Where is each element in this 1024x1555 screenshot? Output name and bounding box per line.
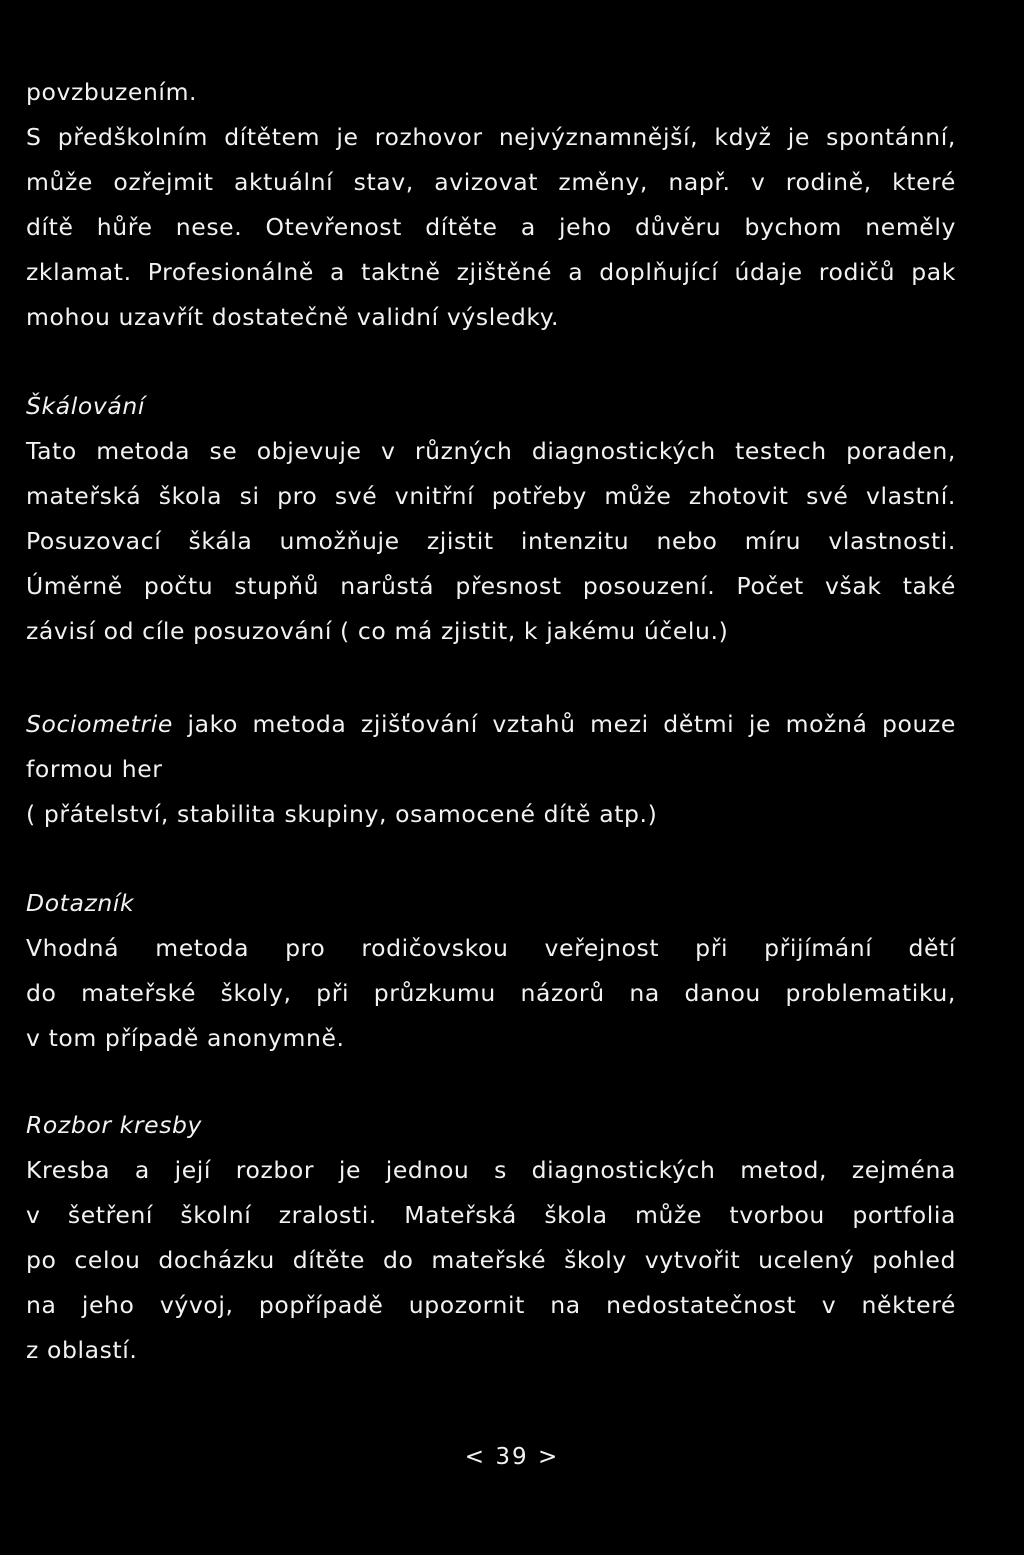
text-line: mateřská škola si pro své vnitřní potřeby může zhotovit své vlastní. xyxy=(26,482,956,510)
text-line: v šetření školní zralosti. Mateřská škola může tvorbou portfolia xyxy=(26,1201,956,1229)
text-line: závisí od cíle posuzování ( co má zjistit, k jakému účelu.) xyxy=(26,617,729,645)
text-line: z oblastí. xyxy=(26,1336,138,1364)
text-line: Vhodná metoda pro rodičovskou veřejnost při přijímání dětí xyxy=(26,934,956,962)
scaling-section xyxy=(26,384,956,654)
text-line: Kresba a její rozbor je jednou s diagnostických metod, zejména xyxy=(26,1156,956,1184)
section-heading: Dotazník xyxy=(26,889,135,917)
text-line: může ozřejmit aktuální stav, avizovat změny, např. v rodině, které xyxy=(26,168,956,196)
text-line: v tom případě anonymně. xyxy=(26,1024,345,1052)
section-term: Sociometrie xyxy=(26,710,173,738)
text-line: na jeho vývoj, popřípadě upozornit na nedostatečnost v některé xyxy=(26,1291,956,1319)
text-line: Úměrně počtu stupňů narůstá přesnost posouzení. Počet však také xyxy=(26,572,956,600)
section-heading: Rozbor kresby xyxy=(26,1111,203,1139)
page-number: < 39 > xyxy=(464,1444,560,1470)
questionnaire-section xyxy=(26,881,956,1061)
text-line: povzbuzením. xyxy=(26,78,198,106)
text-line: Posuzovací škála umožňuje zjistit intenzitu nebo míru vlastnosti. xyxy=(26,527,956,555)
text-line: Tato metoda se objevuje v různých diagnostických testech poraden, xyxy=(26,437,956,465)
text-span: jako metoda zjišťování vztahů mezi dětmi je možná pouze xyxy=(172,710,956,738)
text-line: formou her xyxy=(26,755,163,783)
drawing-section xyxy=(26,1103,956,1373)
sociometry-section xyxy=(26,702,956,837)
section-heading: Škálování xyxy=(26,392,145,420)
text-line: S předškolním dítětem je rozhovor nejvýznamnější, když je spontánní, xyxy=(26,123,956,151)
text-line xyxy=(26,702,956,747)
page-content xyxy=(26,70,956,1373)
text-line: mohou uzavřít dostatečně validní výsledky. xyxy=(26,303,560,331)
text-line: zklamat. Profesionálně a taktně zjištěné a doplňující údaje rodičů pak xyxy=(26,258,956,286)
text-line: do mateřské školy, při průzkumu názorů na danou problematiku, xyxy=(26,979,956,1007)
text-line: po celou docházku dítěte do mateřské školy vytvořit ucelený pohled xyxy=(26,1246,956,1274)
text-line: dítě hůře nese. Otevřenost dítěte a jeho důvěru bychom neměly xyxy=(26,213,956,241)
text-line: ( přátelství, stabilita skupiny, osamocené dítě atp.) xyxy=(26,800,658,828)
intro-paragraph xyxy=(26,70,956,340)
